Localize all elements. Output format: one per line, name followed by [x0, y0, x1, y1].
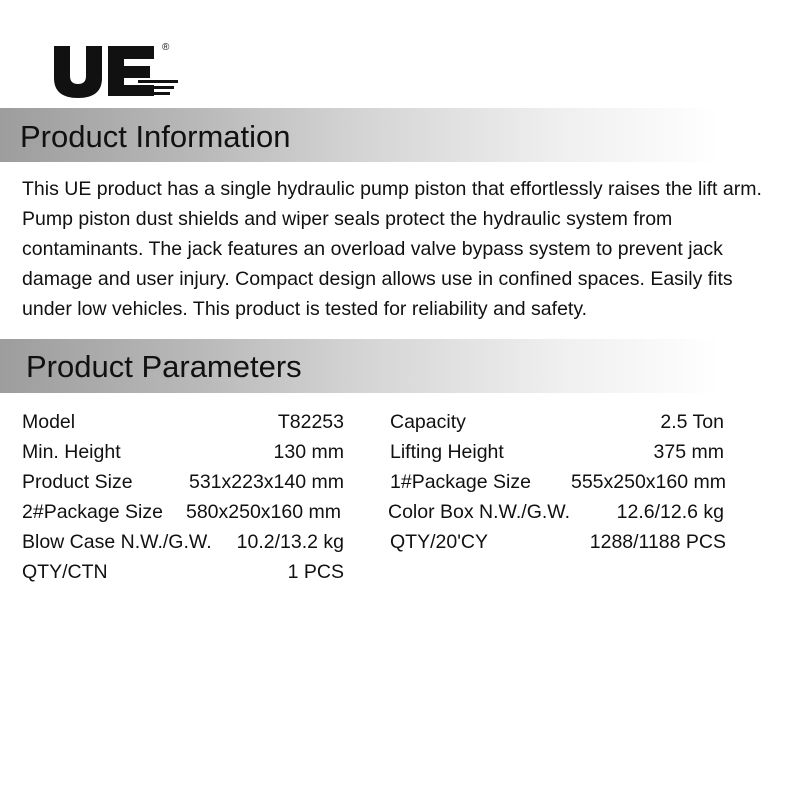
brand-logo [50, 40, 180, 102]
param-value: 12.6/12.6 kg [616, 501, 724, 523]
param-label: Capacity [390, 411, 466, 433]
param-value: 2.5 Ton [660, 411, 724, 433]
param-value: 375 mm [653, 441, 724, 463]
registered-mark: ® [162, 42, 170, 53]
param-value: 10.2/13.2 kg [236, 531, 344, 553]
param-value: T82253 [277, 411, 344, 433]
param-value: 555x250x160 mm [570, 471, 726, 493]
param-label: Color Box N.W./G.W. [388, 501, 571, 523]
ue-logo-icon [50, 40, 180, 102]
param-label: Product Size [22, 471, 133, 493]
param-value: 1288/1188 PCS [589, 531, 726, 553]
param-label: Blow Case N.W./G.W. [22, 531, 212, 553]
param-value: 130 mm [273, 441, 344, 463]
param-label: Model [22, 411, 76, 433]
param-label: 1#Package Size [390, 471, 531, 493]
product-description: This UE product has a single hydraulic pump piston that effortlessly raises the lift arm. Pump piston dust shields and wiper seals protect the hydraulic system from contaminants. The jack features an overload valve bypass system to prevent jack damage and user injury. Compact design allows use in confined spaces. Easily fits under low vehicles. This product is tested for reliability and safety. [22, 178, 762, 320]
param-label: 2#Package Size [22, 501, 163, 523]
section-title-params: Product Parameters [26, 349, 302, 384]
section-title-info: Product Information [20, 119, 291, 154]
param-label: Min. Height [22, 441, 121, 463]
param-label: Lifting Height [390, 441, 504, 463]
param-label: QTY/CTN [22, 561, 108, 583]
param-label: QTY/20'CY [390, 531, 489, 553]
param-value: 531x223x140 mm [188, 471, 344, 493]
param-value: 580x250x160 mm [185, 501, 341, 523]
param-value: 1 PCS [287, 561, 344, 583]
